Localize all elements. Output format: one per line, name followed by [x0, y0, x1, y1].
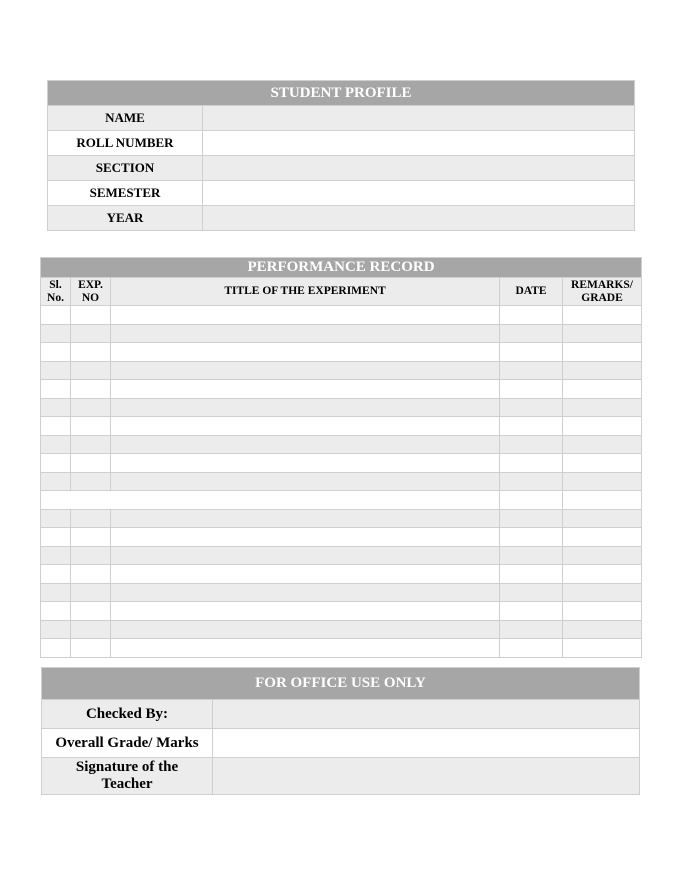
sl-no-cell[interactable] [41, 602, 71, 621]
date-cell[interactable] [500, 435, 563, 454]
remarks-cell[interactable] [563, 602, 642, 621]
title-cell[interactable] [111, 380, 500, 399]
remarks-cell[interactable] [563, 546, 642, 565]
remarks-cell[interactable] [563, 565, 642, 584]
table-row [41, 528, 642, 547]
title-cell[interactable] [111, 324, 500, 343]
roll-number-field[interactable] [203, 131, 635, 156]
sl-no-cell[interactable] [41, 546, 71, 565]
date-cell[interactable] [500, 472, 563, 491]
table-row [41, 602, 642, 621]
title-cell[interactable] [111, 509, 500, 528]
sl-no-cell[interactable] [41, 417, 71, 436]
title-cell[interactable] [111, 602, 500, 621]
office-use-header: FOR OFFICE USE ONLY [42, 668, 640, 700]
sl-no-cell[interactable] [41, 620, 71, 639]
exp-no-cell[interactable] [71, 435, 111, 454]
remarks-cell[interactable] [563, 583, 642, 602]
exp-no-cell[interactable] [71, 546, 111, 565]
date-cell[interactable] [500, 565, 563, 584]
title-cell[interactable] [111, 435, 500, 454]
date-cell[interactable] [500, 639, 563, 658]
remarks-cell[interactable] [563, 528, 642, 547]
date-cell[interactable] [500, 602, 563, 621]
table-row [41, 509, 642, 528]
table-row [41, 620, 642, 639]
remarks-cell[interactable] [563, 324, 642, 343]
year-field[interactable] [203, 206, 635, 231]
table-row [41, 583, 642, 602]
sl-no-cell[interactable] [41, 509, 71, 528]
exp-no-cell[interactable] [71, 343, 111, 362]
table-row [41, 398, 642, 417]
date-cell[interactable] [500, 324, 563, 343]
title-cell[interactable] [111, 620, 500, 639]
title-cell[interactable] [111, 398, 500, 417]
exp-no-cell[interactable] [71, 361, 111, 380]
remarks-cell[interactable] [563, 361, 642, 380]
exp-no-cell[interactable] [71, 380, 111, 399]
remarks-cell[interactable] [563, 380, 642, 399]
remarks-cell[interactable] [563, 417, 642, 436]
exp-no-cell[interactable] [71, 583, 111, 602]
table-row [41, 472, 642, 491]
remarks-cell[interactable] [563, 472, 642, 491]
exp-no-cell[interactable] [71, 324, 111, 343]
semester-field[interactable] [203, 181, 635, 206]
remarks-cell[interactable] [563, 620, 642, 639]
roll-number-label: ROLL NUMBER [48, 131, 203, 156]
student-profile-header: STUDENT PROFILE [48, 81, 635, 106]
date-cell[interactable] [500, 380, 563, 399]
sl-no-cell[interactable] [41, 380, 71, 399]
table-row [41, 565, 642, 584]
title-cell[interactable] [111, 583, 500, 602]
performance-record-table [40, 257, 642, 658]
title-cell[interactable] [111, 306, 500, 325]
remarks-cell[interactable] [563, 343, 642, 362]
date-cell[interactable] [500, 343, 563, 362]
date-cell[interactable] [500, 546, 563, 565]
title-cell[interactable] [111, 528, 500, 547]
date-cell[interactable] [500, 454, 563, 473]
exp-no-cell[interactable] [71, 620, 111, 639]
signature-label: Signature of the Teacher [42, 758, 213, 795]
sl-no-cell[interactable] [41, 528, 71, 547]
remarks-cell[interactable] [563, 491, 642, 510]
title-cell[interactable] [111, 639, 500, 658]
sl-no-cell[interactable] [41, 583, 71, 602]
exp-no-cell[interactable] [71, 472, 111, 491]
exp-no-cell[interactable] [71, 454, 111, 473]
date-cell[interactable] [500, 620, 563, 639]
table-row [41, 454, 642, 473]
remarks-cell[interactable] [563, 306, 642, 325]
exp-no-cell[interactable] [71, 639, 111, 658]
table-row [41, 343, 642, 362]
semester-label: SEMESTER [48, 181, 203, 206]
table-row [41, 546, 642, 565]
table-row [41, 435, 642, 454]
exp-no-cell[interactable] [71, 509, 111, 528]
title-cell[interactable] [111, 343, 500, 362]
signature-field[interactable] [213, 758, 640, 795]
date-cell[interactable] [500, 306, 563, 325]
remarks-cell[interactable] [563, 639, 642, 658]
sl-no-cell[interactable] [41, 324, 71, 343]
merged-title-cell[interactable] [41, 491, 500, 510]
office-use-table [41, 667, 640, 795]
overall-grade-field[interactable] [213, 729, 640, 758]
sl-no-cell[interactable] [41, 565, 71, 584]
overall-grade-label: Overall Grade/ Marks [42, 729, 213, 758]
date-column-header: DATE [500, 278, 563, 306]
date-cell[interactable] [500, 361, 563, 380]
remarks-cell[interactable] [563, 509, 642, 528]
sl-no-cell[interactable] [41, 361, 71, 380]
title-cell[interactable] [111, 454, 500, 473]
exp-no-column-header: EXP. NO [71, 278, 111, 306]
date-cell[interactable] [500, 398, 563, 417]
performance-record-header: PERFORMANCE RECORD [41, 258, 642, 278]
checked-by-label: Checked By: [42, 700, 213, 729]
sl-no-cell[interactable] [41, 472, 71, 491]
table-row [41, 417, 642, 436]
table-row [41, 380, 642, 399]
table-row [41, 361, 642, 380]
exp-no-cell[interactable] [71, 602, 111, 621]
sl-no-cell[interactable] [41, 454, 71, 473]
exp-no-cell[interactable] [71, 306, 111, 325]
section-field[interactable] [203, 156, 635, 181]
checked-by-field[interactable] [213, 700, 640, 729]
table-row [41, 639, 642, 658]
date-cell[interactable] [500, 528, 563, 547]
remarks-cell[interactable] [563, 435, 642, 454]
exp-no-cell[interactable] [71, 398, 111, 417]
date-cell[interactable] [500, 583, 563, 602]
date-cell[interactable] [500, 509, 563, 528]
section-label: SECTION [48, 156, 203, 181]
exp-no-cell[interactable] [71, 528, 111, 547]
table-row [41, 306, 642, 325]
sl-no-column-header: Sl. No. [41, 278, 71, 306]
sl-no-cell[interactable] [41, 639, 71, 658]
student-profile-table [47, 80, 635, 231]
title-cell[interactable] [111, 565, 500, 584]
year-label: YEAR [48, 206, 203, 231]
sl-no-cell[interactable] [41, 306, 71, 325]
remarks-cell[interactable] [563, 398, 642, 417]
title-cell[interactable] [111, 546, 500, 565]
sl-no-cell[interactable] [41, 398, 71, 417]
remarks-cell[interactable] [563, 454, 642, 473]
title-cell[interactable] [111, 472, 500, 491]
name-label: NAME [48, 106, 203, 131]
title-cell[interactable] [111, 361, 500, 380]
table-row [41, 324, 642, 343]
performance-rows [41, 306, 642, 658]
exp-no-cell[interactable] [71, 417, 111, 436]
name-field[interactable] [203, 106, 635, 131]
remarks-column-header: REMARKS/ GRADE [563, 278, 642, 306]
sl-no-cell[interactable] [41, 435, 71, 454]
exp-no-cell[interactable] [71, 565, 111, 584]
title-cell[interactable] [111, 417, 500, 436]
title-column-header: TITLE OF THE EXPERIMENT [111, 278, 500, 306]
date-cell[interactable] [500, 417, 563, 436]
date-cell[interactable] [500, 491, 563, 510]
sl-no-cell[interactable] [41, 343, 71, 362]
table-row [41, 491, 642, 510]
